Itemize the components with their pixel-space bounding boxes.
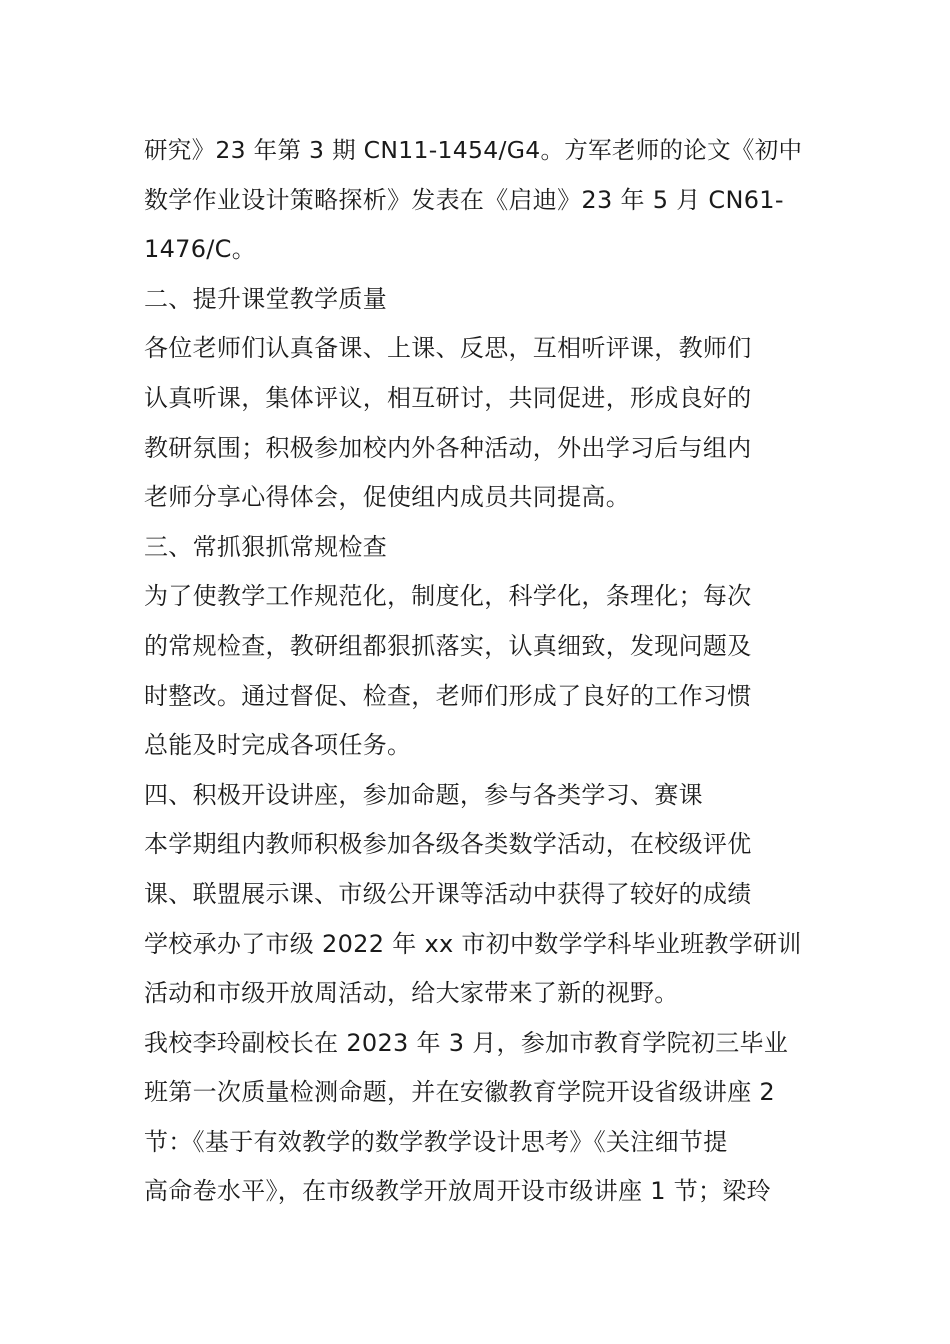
text-line: 课、联盟展示课、市级公开课等活动中获得了较好的成绩 xyxy=(144,879,752,908)
text-line: 各位老师们认真备课、上课、反思，互相听评课，教师们 xyxy=(144,334,752,363)
text-line: 研究》23 年第 3 期 CN11-1454/G4。方军老师的论文《初中 xyxy=(144,136,803,164)
text-line: 教研氛围；积极参加校内外各种活动，外出学习后与组内 xyxy=(144,433,752,462)
text-line: 本学期组内教师积极参加各级各类数学活动，在校级评优 xyxy=(144,830,752,859)
text-line: 认真听课，集体评议，相互研讨，共同促进，形成良好的 xyxy=(144,383,752,412)
section-heading-3: 三、常抓狠抓常规检查 xyxy=(144,532,387,561)
text-line: 的常规检查，教研组都狠抓落实，认真细致，发现问题及 xyxy=(144,631,752,660)
text-line: 班第一次质量检测命题，并在安徽教育学院开设省级讲座 2 xyxy=(144,1078,775,1107)
text-line: 高命卷水平》，在市级教学开放周开设市级讲座 1 节；梁玲 xyxy=(144,1177,771,1206)
text-line: 老师分享心得体会，促使组内成员共同提高。 xyxy=(144,483,630,512)
text-line: 活动和市级开放周活动，给大家带来了新的视野。 xyxy=(144,979,679,1008)
text-line: 总能及时完成各项任务。 xyxy=(144,731,412,760)
text-line: 为了使教学工作规范化，制度化，科学化，条理化；每次 xyxy=(144,582,752,611)
section-heading-2: 二、提升课堂教学质量 xyxy=(144,284,387,313)
document-body xyxy=(144,126,810,1217)
text-line: 时整改。通过督促、检查，老师们形成了良好的工作习惯 xyxy=(144,681,752,710)
text-line: 数学作业设计策略探析》发表在《启迪》23 年 5 月 CN61- xyxy=(144,185,784,214)
text-line: 1476/C。 xyxy=(144,235,257,264)
text-line: 我校李玲副校长在 2023 年 3 月，参加市教育学院初三毕业 xyxy=(144,1028,789,1057)
text-line: 节：《基于有效教学的数学教学设计思考》《关注细节提 xyxy=(144,1127,728,1156)
text-line: 学校承办了市级 2022 年 xx 市初中数学学科毕业班教学研训 xyxy=(144,929,802,958)
section-heading-4: 四、积极开设讲座，参加命题，参与各类学习、赛课 xyxy=(144,780,703,809)
